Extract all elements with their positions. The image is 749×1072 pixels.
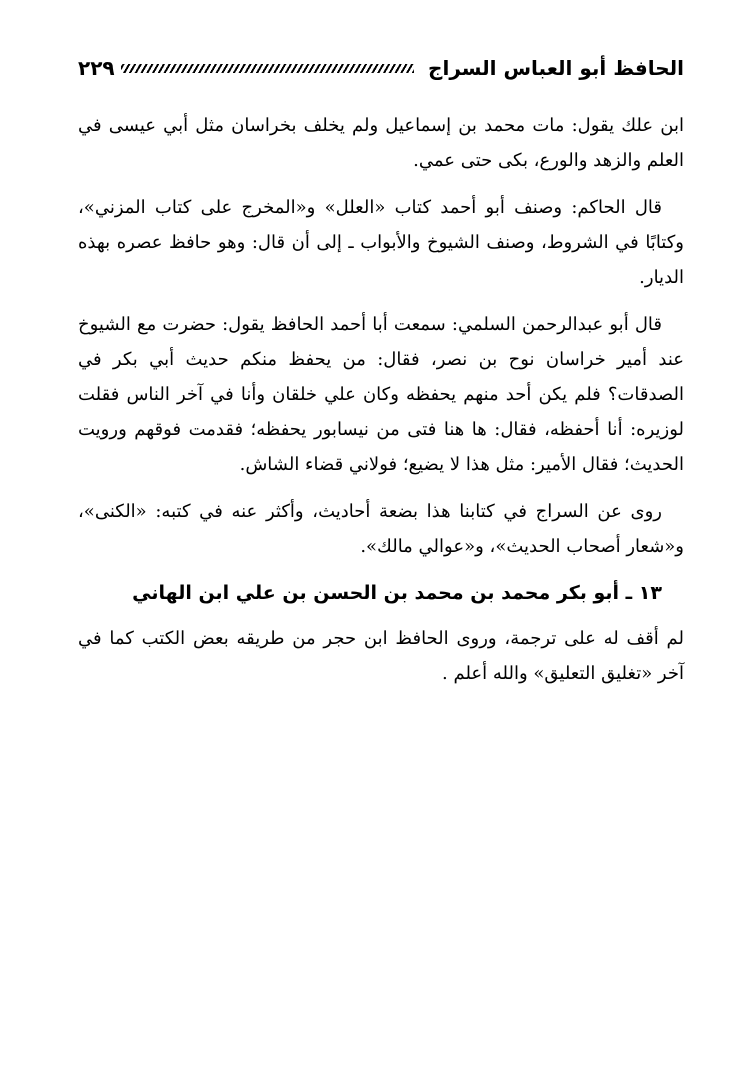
running-title: الحافظ أبو العباس السراج [428, 56, 684, 80]
paragraph-death-of-bukhari: ابن علك يقول: مات محمد بن إسماعيل ولم يخلف بخراسان مثل أبي عيسى في العلم والزهد والورع، بكى حتى عمي. [78, 115, 684, 171]
paragraph-sulami-anecdote: قال أبو عبدالرحمن السلمي: سمعت أبا أحمد الحافظ يقول: حضرت مع الشيوخ عند أمير خراسان نوح بن نصر، فقال: من يحفظ منكم حديث أبي بكر في الصدقات؟ فلم يكن أحد منهم يحفظه وكان علي خلقان وأنا في آخر الناس فقلت لوزيره: أنا أحفظه، فقال: ها هنا فتى من نيسابور يحفظه؛ فقدمت فوقهم ورويت الحديث؛ فقال الأمير: مثل هذا لا يضيع؛ فولاني قضاء الشاش. [78, 314, 684, 475]
entry-text: لم أقف له على ترجمة، وروى الحافظ ابن حجر من طريقه بعض الكتب كما في آخر «تغليق التعليق» والله أعلم . [78, 628, 684, 684]
decorative-header-rule [121, 64, 414, 73]
running-header [78, 52, 684, 84]
body-text [78, 108, 684, 703]
paragraph-sarraj-narrations: روى عن السراج في كتابنا هذا بضعة أحاديث، وأكثر عنه في كتبه: «الكنى»، و«شعار أصحاب الحديث»، و«عوالي مالك». [78, 501, 684, 557]
paragraph-hakim-works: قال الحاكم: وصنف أبو أحمد كتاب «العلل» و«المخرج على كتاب المزني»، وكتابًا في الشروط، وصنف الشيوخ والأبواب ـ إلى أن قال: وهو حافظ عصره بهذه الديار. [78, 197, 684, 288]
entry-heading: ١٣ ـ أبو بكر محمد بن محمد بن الحسن بن علي ابن الهاني [132, 582, 662, 604]
page-number: ٢٢٩ [78, 56, 115, 80]
